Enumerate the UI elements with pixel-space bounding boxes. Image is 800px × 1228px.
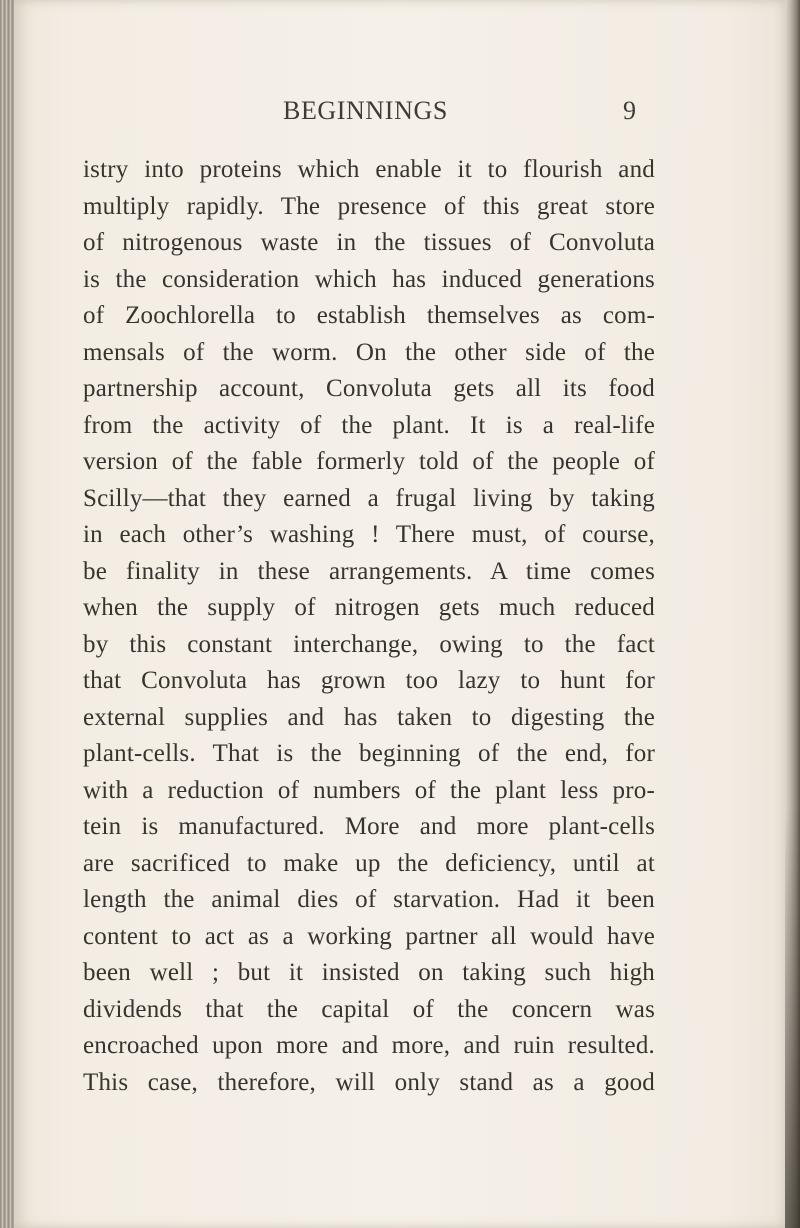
body-text	[83, 152, 655, 1101]
text-line: from the activity of the plant. It is a real-life	[83, 411, 655, 439]
text-line: dividends that the capital of the concern was	[83, 995, 655, 1023]
text-line: of Zoochlorella to establish themselves as com-	[83, 302, 655, 329]
text-line: partnership account, Convoluta gets all its food	[83, 375, 655, 402]
text-line: in each other’s washing ! There must, of course,	[83, 521, 655, 548]
page-number: 9	[623, 96, 637, 125]
text-line: external supplies and has taken to digesting the	[83, 703, 655, 731]
text-line: that Convoluta has grown too lazy to hunt for	[83, 667, 655, 694]
text-line: is the consideration which has induced generations	[83, 265, 655, 293]
text-line: encroached upon more and more, and ruin resulted.	[83, 1032, 655, 1059]
running-head: BEGINNINGS	[283, 96, 448, 125]
text-line: when the supply of nitrogen gets much reduced	[83, 594, 655, 621]
text-line: plant-cells. That is the beginning of the end, for	[83, 740, 655, 767]
text-line: mensals of the worm. On the other side of the	[83, 338, 655, 366]
text-line: be finality in these arrangements. A time comes	[83, 557, 655, 585]
text-line: are sacrificed to make up the deficiency, until at	[83, 849, 655, 877]
text-line: version of the fable formerly told of the people of	[83, 448, 655, 475]
text-line: by this constant interchange, owing to the fact	[83, 630, 655, 658]
text-line: length the animal dies of starvation. Had it been	[83, 886, 655, 913]
text-line: Scilly—that they earned a frugal living by taking	[83, 484, 655, 512]
text-line: This case, therefore, will only stand as a good	[83, 1068, 655, 1096]
page-right-edge-shadow	[785, 0, 800, 1228]
text-line: content to act as a working partner all would have	[83, 922, 655, 950]
text-line: been well ; but it insisted on taking such high	[83, 959, 655, 986]
text-line: istry into proteins which enable it to flourish and	[83, 156, 655, 183]
text-line: with a reduction of numbers of the plant less pro-	[83, 776, 655, 804]
book-spine-edge	[0, 0, 14, 1228]
text-line: multiply rapidly. The presence of this great store	[83, 192, 655, 220]
page-header	[0, 96, 800, 136]
text-line: of nitrogenous waste in the tissues of Convoluta	[83, 229, 655, 256]
text-line: tein is manufactured. More and more plant-cells	[83, 813, 655, 840]
